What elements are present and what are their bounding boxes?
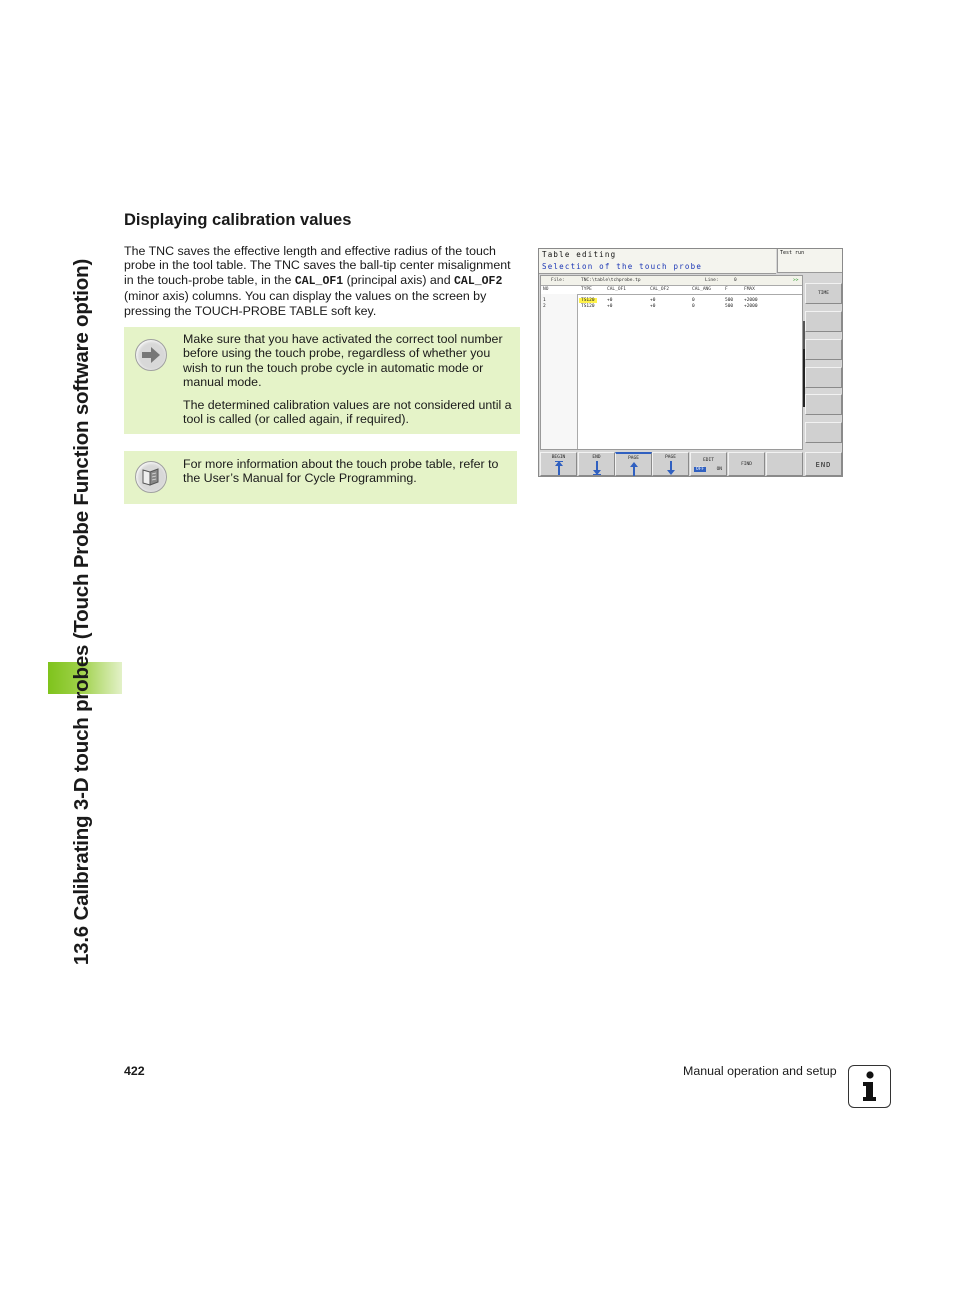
- arrow-up-icon: [630, 462, 638, 476]
- table-row[interactable]: [541, 302, 802, 307]
- note-text-calibration: The determined calibration values are not considered until a tool is called (or called again, if required).: [183, 398, 512, 427]
- screen-submode: Selection of the touch probe: [542, 262, 703, 271]
- cell-cal-of1: +0: [607, 298, 613, 303]
- no-column: [541, 294, 578, 449]
- cell-fmax: +2000: [744, 298, 758, 303]
- softkey-find[interactable]: [728, 452, 765, 476]
- arrow-down-icon: [593, 461, 601, 475]
- arrow-down-icon: [667, 461, 675, 475]
- cell-no: 1: [543, 298, 546, 303]
- cell-fmax: +2000: [744, 304, 758, 309]
- probe-table: [540, 275, 803, 450]
- softkey-blank[interactable]: [766, 452, 803, 476]
- softkey-end-editing-label: END: [815, 461, 832, 469]
- note-box-reference: [124, 451, 517, 504]
- edit-on-state: ON: [716, 467, 722, 472]
- softkey-time[interactable]: TIME: [805, 283, 842, 304]
- arrow-right-icon: [135, 339, 167, 371]
- softkey-end-editing[interactable]: [805, 452, 842, 476]
- cell-cal-of2: +0: [650, 304, 656, 309]
- para-text-1: The TNC saves the effective length and effective radius of the touch probe in the tool table. The TNC saves the ball-tip center misalignment in the touch-probe table, in the: [124, 244, 511, 287]
- table-row[interactable]: [541, 296, 802, 301]
- file-path: TNC:\table\tchprobe.tp: [581, 278, 641, 283]
- right-softkey-bar: [805, 275, 843, 450]
- note-text-reference: For more information about the touch probe table, refer to the User’s Manual for Cycle Programming.: [183, 457, 499, 486]
- softkey-page-up-label: PAGE: [628, 456, 639, 461]
- cell-type[interactable]: TS120: [581, 298, 595, 303]
- chapter-side-title-text: 13.6 Calibrating 3-D touch probes (Touch Probe Function software option): [70, 258, 93, 966]
- note-text-tool-number: Make sure that you have activated the correct tool number before using the touch probe, regardless of whether you wish to run the touch probe cycle in automatic mode or manual mode.: [183, 332, 503, 389]
- softkey-begin[interactable]: [540, 452, 577, 476]
- softkey-end-label: END: [592, 455, 601, 460]
- col-no: NO: [543, 287, 549, 292]
- col-fmax: FMAX: [744, 287, 755, 292]
- softkey-side-3[interactable]: [805, 339, 842, 360]
- cell-cal-of1: +0: [607, 304, 613, 309]
- cell-type: TS120: [581, 304, 595, 309]
- col-f: F: [725, 287, 728, 292]
- softkey-side-5[interactable]: [805, 394, 842, 415]
- softkey-end[interactable]: [578, 452, 615, 476]
- manual-book-icon: [135, 461, 167, 493]
- softkey-page-up[interactable]: [615, 452, 652, 476]
- arrow-up-icon: [555, 461, 563, 475]
- softkey-side-2[interactable]: [805, 311, 842, 332]
- cell-f: 500: [725, 304, 734, 309]
- screen-run-mode: [777, 249, 843, 273]
- col-cal-of2: CAL_OF2: [650, 287, 669, 292]
- softkey-page-down-label: PAGE: [665, 455, 676, 460]
- softkey-find-label: FIND: [741, 462, 752, 467]
- page-number: 422: [124, 1064, 145, 1078]
- code-cal-of1: CAL_OF1: [294, 274, 344, 288]
- cell-cal-ang: 0: [692, 298, 695, 303]
- col-type: TYPE: [581, 287, 592, 292]
- col-cal-of1: CAL_OF1: [607, 287, 626, 292]
- file-label: File:: [551, 278, 565, 283]
- softkey-edit-label: EDIT: [703, 458, 714, 463]
- para-text-3: (minor axis) columns. You can display the values on the screen by pressing the TOUCH-PROBE TABLE soft key.: [124, 289, 487, 318]
- footer-chapter-title: Manual operation and setup: [683, 1064, 837, 1078]
- section-heading: Displaying calibration values: [124, 211, 352, 229]
- edit-off-state: OFF: [696, 467, 705, 472]
- softkey-begin-label: BEGIN: [551, 455, 566, 460]
- code-cal-of2: CAL_OF2: [454, 274, 503, 288]
- info-icon: [848, 1065, 891, 1108]
- softkey-side-4[interactable]: [805, 367, 842, 388]
- screen-run-mode-label: Test run: [780, 250, 805, 256]
- para-text-2: (principal axis) and: [343, 272, 455, 287]
- line-value: 0: [734, 278, 737, 283]
- tnc-screen-image: [538, 248, 843, 477]
- screen-header: [539, 249, 776, 274]
- section-paragraph: [124, 244, 520, 318]
- softkey-side-6[interactable]: [805, 422, 842, 443]
- screen-mode: Table editing: [542, 250, 617, 259]
- bottom-softkey-bar: [539, 452, 843, 477]
- line-label: Line:: [705, 278, 719, 283]
- scroll-arrows: >>: [793, 278, 799, 283]
- cell-cal-of2: +0: [650, 298, 656, 303]
- note-box-important: [124, 327, 520, 434]
- table-header: [541, 285, 802, 295]
- cell-no: 2: [543, 304, 546, 309]
- cell-f: 500: [725, 298, 734, 303]
- softkey-page-down[interactable]: [652, 452, 689, 476]
- softkey-edit[interactable]: [690, 452, 727, 476]
- col-cal-ang: CAL_ANG: [692, 287, 711, 292]
- cell-cal-ang: 0: [692, 304, 695, 309]
